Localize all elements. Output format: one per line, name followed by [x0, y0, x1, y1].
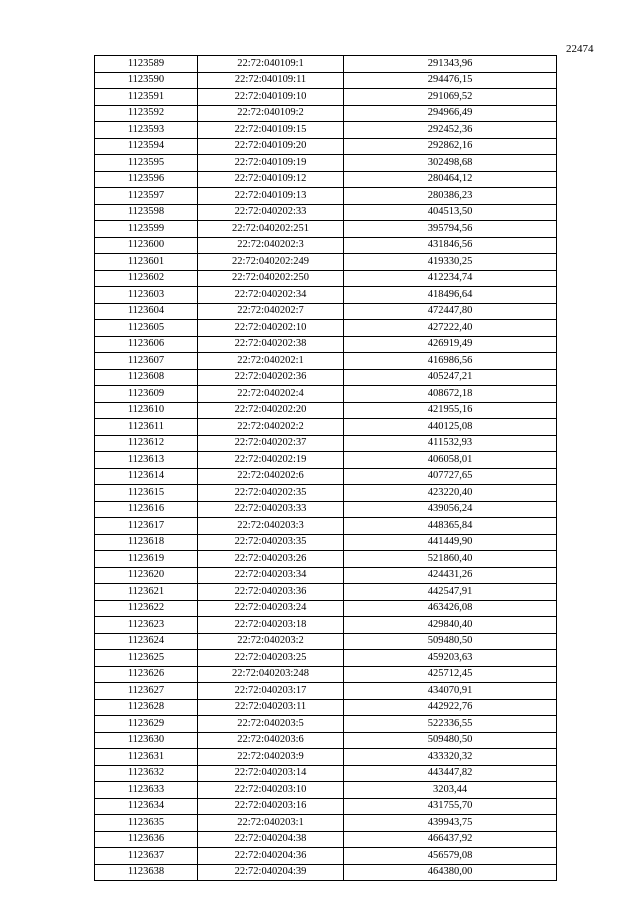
row-number-cell: 1123619: [95, 551, 198, 568]
cadastral-value-cell: 294966,49: [344, 105, 557, 122]
row-number-cell: 1123605: [95, 320, 198, 337]
cadastral-number-cell: 22:72:040203:35: [198, 534, 344, 551]
table-row: [95, 848, 557, 865]
cadastral-number-cell: 22:72:040202:38: [198, 336, 344, 353]
cadastral-value-cell: 427222,40: [344, 320, 557, 337]
table-row: [95, 600, 557, 617]
row-number-cell: 1123591: [95, 89, 198, 106]
row-number-cell: 1123634: [95, 798, 198, 815]
row-number-cell: 1123614: [95, 468, 198, 485]
row-number-cell: 1123625: [95, 650, 198, 667]
cadastral-value-cell: 429840,40: [344, 617, 557, 634]
cadastral-value-cell: 405247,21: [344, 369, 557, 386]
row-number-cell: 1123595: [95, 155, 198, 172]
cadastral-number-cell: 22:72:040109:20: [198, 138, 344, 155]
table-row: [95, 204, 557, 221]
cadastral-value-cell: 280386,23: [344, 188, 557, 205]
row-number-cell: 1123600: [95, 237, 198, 254]
cadastral-number-cell: 22:72:040109:13: [198, 188, 344, 205]
cadastral-number-cell: 22:72:040109:11: [198, 72, 344, 89]
cadastral-number-cell: 22:72:040202:3: [198, 237, 344, 254]
table-row: [95, 485, 557, 502]
table-row: [95, 501, 557, 518]
row-number-cell: 1123598: [95, 204, 198, 221]
cadastral-value-cell: 464380,00: [344, 864, 557, 881]
row-number-cell: 1123609: [95, 386, 198, 403]
cadastral-number-cell: 22:72:040203:2: [198, 633, 344, 650]
cadastral-number-cell: 22:72:040202:4: [198, 386, 344, 403]
cadastral-number-cell: 22:72:040202:36: [198, 369, 344, 386]
table-row: [95, 683, 557, 700]
table-body: [95, 56, 557, 881]
row-number-cell: 1123599: [95, 221, 198, 238]
row-number-cell: 1123597: [95, 188, 198, 205]
cadastral-value-cell: 412234,74: [344, 270, 557, 287]
table-row: [95, 765, 557, 782]
row-number-cell: 1123606: [95, 336, 198, 353]
table-row: [95, 122, 557, 139]
table-row: [95, 567, 557, 584]
row-number-cell: 1123620: [95, 567, 198, 584]
cadastral-value-cell: 411532,93: [344, 435, 557, 452]
cadastral-value-cell: 448365,84: [344, 518, 557, 535]
cadastral-number-cell: 22:72:040202:33: [198, 204, 344, 221]
table-row: [95, 584, 557, 601]
row-number-cell: 1123637: [95, 848, 198, 865]
cadastral-value-cell: 443447,82: [344, 765, 557, 782]
cadastral-number-cell: 22:72:040109:19: [198, 155, 344, 172]
cadastral-number-cell: 22:72:040203:34: [198, 567, 344, 584]
cadastral-number-cell: 22:72:040202:10: [198, 320, 344, 337]
cadastral-number-cell: 22:72:040204:39: [198, 864, 344, 881]
row-number-cell: 1123594: [95, 138, 198, 155]
row-number-cell: 1123612: [95, 435, 198, 452]
cadastral-number-cell: 22:72:040203:25: [198, 650, 344, 667]
cadastral-number-cell: 22:72:040202:250: [198, 270, 344, 287]
cadastral-value-cell: 456579,08: [344, 848, 557, 865]
row-number-cell: 1123636: [95, 831, 198, 848]
row-number-cell: 1123608: [95, 369, 198, 386]
cadastral-value-cell: 406058,01: [344, 452, 557, 469]
row-number-cell: 1123603: [95, 287, 198, 304]
cadastral-number-cell: 22:72:040203:3: [198, 518, 344, 535]
cadastral-number-cell: 22:72:040109:2: [198, 105, 344, 122]
table-row: [95, 105, 557, 122]
cadastral-value-cell: 408672,18: [344, 386, 557, 403]
row-number-cell: 1123623: [95, 617, 198, 634]
row-number-cell: 1123607: [95, 353, 198, 370]
table-row: [95, 155, 557, 172]
cadastral-value-cell: 424431,26: [344, 567, 557, 584]
cadastral-value-cell: 426919,49: [344, 336, 557, 353]
cadastral-number-cell: 22:72:040202:19: [198, 452, 344, 469]
cadastral-number-cell: 22:72:040203:248: [198, 666, 344, 683]
row-number-cell: 1123617: [95, 518, 198, 535]
cadastral-value-cell: 421955,16: [344, 402, 557, 419]
row-number-cell: 1123613: [95, 452, 198, 469]
cadastral-value-cell: 440125,08: [344, 419, 557, 436]
row-number-cell: 1123590: [95, 72, 198, 89]
cadastral-number-cell: 22:72:040109:15: [198, 122, 344, 139]
row-number-cell: 1123618: [95, 534, 198, 551]
cadastral-value-cell: 441449,90: [344, 534, 557, 551]
cadastral-value-cell: 442547,91: [344, 584, 557, 601]
row-number-cell: 1123624: [95, 633, 198, 650]
table-row: [95, 782, 557, 799]
row-number-cell: 1123633: [95, 782, 198, 799]
table-row: [95, 666, 557, 683]
table-row: [95, 287, 557, 304]
table-row: [95, 221, 557, 238]
row-number-cell: 1123631: [95, 749, 198, 766]
cadastral-value-cell: 3203,44: [344, 782, 557, 799]
table-row: [95, 336, 557, 353]
cadastral-number-cell: 22:72:040203:36: [198, 584, 344, 601]
table-row: [95, 237, 557, 254]
cadastral-value-cell: 442922,76: [344, 699, 557, 716]
row-number-cell: 1123615: [95, 485, 198, 502]
cadastral-number-cell: 22:72:040202:37: [198, 435, 344, 452]
table-row: [95, 56, 557, 73]
cadastral-value-table: [94, 55, 557, 881]
cadastral-number-cell: 22:72:040202:20: [198, 402, 344, 419]
table-row: [95, 419, 557, 436]
cadastral-value-cell: 294476,15: [344, 72, 557, 89]
cadastral-number-cell: 22:72:040203:6: [198, 732, 344, 749]
cadastral-number-cell: 22:72:040109:12: [198, 171, 344, 188]
table-row: [95, 386, 557, 403]
row-number-cell: 1123589: [95, 56, 198, 73]
cadastral-value-cell: 459203,63: [344, 650, 557, 667]
table-row: [95, 551, 557, 568]
table-row: [95, 171, 557, 188]
cadastral-value-cell: 439056,24: [344, 501, 557, 518]
cadastral-value-cell: 463426,08: [344, 600, 557, 617]
row-number-cell: 1123629: [95, 716, 198, 733]
cadastral-value-cell: 418496,64: [344, 287, 557, 304]
cadastral-value-cell: 423220,40: [344, 485, 557, 502]
cadastral-value-cell: 419330,25: [344, 254, 557, 271]
table-row: [95, 320, 557, 337]
row-number-cell: 1123602: [95, 270, 198, 287]
row-number-cell: 1123630: [95, 732, 198, 749]
cadastral-number-cell: 22:72:040203:17: [198, 683, 344, 700]
cadastral-value-cell: 407727,65: [344, 468, 557, 485]
table-row: [95, 534, 557, 551]
cadastral-number-cell: 22:72:040202:1: [198, 353, 344, 370]
cadastral-value-cell: 280464,12: [344, 171, 557, 188]
cadastral-value-cell: 291343,96: [344, 56, 557, 73]
table-row: [95, 89, 557, 106]
row-number-cell: 1123616: [95, 501, 198, 518]
table-row: [95, 617, 557, 634]
cadastral-number-cell: 22:72:040203:5: [198, 716, 344, 733]
cadastral-number-cell: 22:72:040204:38: [198, 831, 344, 848]
table-row: [95, 798, 557, 815]
table-row: [95, 831, 557, 848]
cadastral-value-cell: 431846,56: [344, 237, 557, 254]
cadastral-number-cell: 22:72:040203:26: [198, 551, 344, 568]
cadastral-value-cell: 302498,68: [344, 155, 557, 172]
table-row: [95, 188, 557, 205]
table-row: [95, 270, 557, 287]
row-number-cell: 1123621: [95, 584, 198, 601]
cadastral-number-cell: 22:72:040203:11: [198, 699, 344, 716]
cadastral-value-cell: 416986,56: [344, 353, 557, 370]
row-number-cell: 1123627: [95, 683, 198, 700]
row-number-cell: 1123628: [95, 699, 198, 716]
cadastral-number-cell: 22:72:040203:10: [198, 782, 344, 799]
table-row: [95, 138, 557, 155]
row-number-cell: 1123604: [95, 303, 198, 320]
cadastral-number-cell: 22:72:040203:24: [198, 600, 344, 617]
table-row: [95, 369, 557, 386]
cadastral-value-cell: 439943,75: [344, 815, 557, 832]
cadastral-value-cell: 521860,40: [344, 551, 557, 568]
cadastral-number-cell: 22:72:040203:9: [198, 749, 344, 766]
cadastral-number-cell: 22:72:040202:6: [198, 468, 344, 485]
cadastral-number-cell: 22:72:040202:35: [198, 485, 344, 502]
table-row: [95, 353, 557, 370]
cadastral-value-cell: 509480,50: [344, 732, 557, 749]
cadastral-value-cell: 472447,80: [344, 303, 557, 320]
row-number-cell: 1123622: [95, 600, 198, 617]
page-number: 22474: [566, 43, 594, 55]
table-row: [95, 650, 557, 667]
row-number-cell: 1123596: [95, 171, 198, 188]
cadastral-number-cell: 22:72:040204:36: [198, 848, 344, 865]
table-row: [95, 435, 557, 452]
table-row: [95, 303, 557, 320]
table-row: [95, 518, 557, 535]
cadastral-number-cell: 22:72:040203:14: [198, 765, 344, 782]
cadastral-number-cell: 22:72:040202:34: [198, 287, 344, 304]
table-row: [95, 699, 557, 716]
table-row: [95, 402, 557, 419]
cadastral-number-cell: 22:72:040203:18: [198, 617, 344, 634]
table-row: [95, 716, 557, 733]
cadastral-value-cell: 431755,70: [344, 798, 557, 815]
table-row: [95, 749, 557, 766]
row-number-cell: 1123593: [95, 122, 198, 139]
row-number-cell: 1123626: [95, 666, 198, 683]
cadastral-number-cell: 22:72:040109:1: [198, 56, 344, 73]
table-row: [95, 633, 557, 650]
row-number-cell: 1123592: [95, 105, 198, 122]
cadastral-number-cell: 22:72:040203:1: [198, 815, 344, 832]
row-number-cell: 1123632: [95, 765, 198, 782]
table-row: [95, 815, 557, 832]
cadastral-value-cell: 292862,16: [344, 138, 557, 155]
table-row: [95, 732, 557, 749]
cadastral-number-cell: 22:72:040203:16: [198, 798, 344, 815]
table-row: [95, 72, 557, 89]
cadastral-value-cell: 292452,36: [344, 122, 557, 139]
cadastral-value-cell: 291069,52: [344, 89, 557, 106]
row-number-cell: 1123638: [95, 864, 198, 881]
table-row: [95, 452, 557, 469]
row-number-cell: 1123635: [95, 815, 198, 832]
cadastral-number-cell: 22:72:040109:10: [198, 89, 344, 106]
cadastral-number-cell: 22:72:040202:249: [198, 254, 344, 271]
table-row: [95, 864, 557, 881]
row-number-cell: 1123610: [95, 402, 198, 419]
cadastral-number-cell: 22:72:040203:33: [198, 501, 344, 518]
table-row: [95, 254, 557, 271]
cadastral-number-cell: 22:72:040202:251: [198, 221, 344, 238]
cadastral-value-cell: 433320,32: [344, 749, 557, 766]
cadastral-value-cell: 404513,50: [344, 204, 557, 221]
cadastral-value-cell: 425712,45: [344, 666, 557, 683]
cadastral-value-cell: 466437,92: [344, 831, 557, 848]
cadastral-value-cell: 522336,55: [344, 716, 557, 733]
cadastral-number-cell: 22:72:040202:7: [198, 303, 344, 320]
cadastral-number-cell: 22:72:040202:2: [198, 419, 344, 436]
cadastral-value-cell: 434070,91: [344, 683, 557, 700]
cadastral-value-cell: 395794,56: [344, 221, 557, 238]
row-number-cell: 1123611: [95, 419, 198, 436]
cadastral-value-cell: 509480,50: [344, 633, 557, 650]
table-row: [95, 468, 557, 485]
row-number-cell: 1123601: [95, 254, 198, 271]
